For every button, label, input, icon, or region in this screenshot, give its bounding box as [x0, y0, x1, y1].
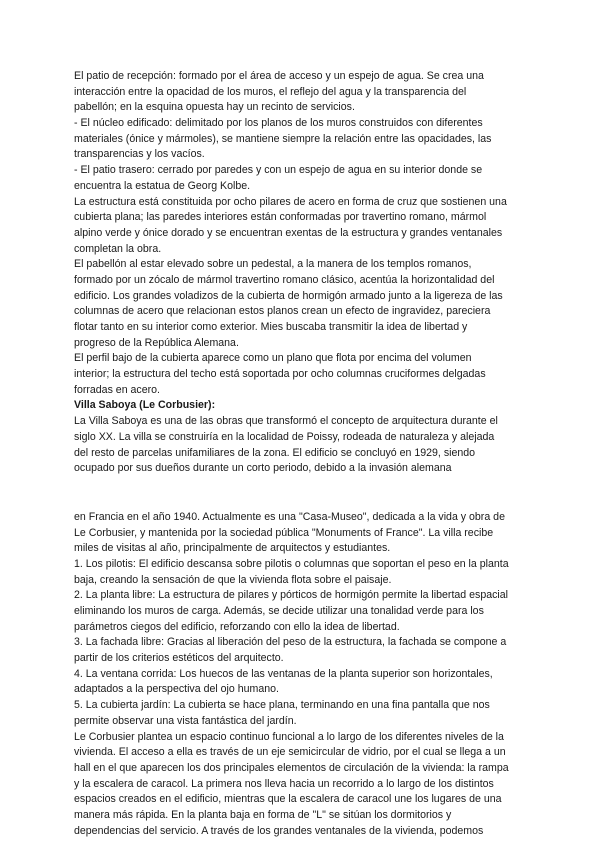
section-heading-villa-saboya: Villa Saboya (Le Corbusier):: [74, 399, 216, 412]
text-line: edificio. Los grandes voladizos de la cubierta de hormigón armado junto a la ligereza de las: [74, 289, 503, 302]
text-line: 1. Los pilotis: El edificio descansa sobre pilotis o columnas que soportan el peso en la planta: [74, 557, 509, 570]
text-line: transparencias y los vacíos.: [74, 148, 205, 161]
text-line: vivienda. El acceso a ella es través de un eje semicircular de vidrio, por el cual se llega a un: [74, 746, 506, 759]
text-line: flotar tanto en su interior como exterior. Mies buscaba transmitir la idea de libertad y: [74, 321, 468, 333]
text-line: 4. La ventana corrida: Los huecos de las ventanas de la planta superior son horizontales,: [74, 667, 493, 680]
text-line: El patio de recepción: formado por el área de acceso y un espejo de agua. Se crea una: [74, 70, 484, 82]
text-line: miles de visitas al año, principalmente de arquitectos y estudiantes.: [74, 542, 391, 555]
paragraph-gap: [74, 477, 530, 510]
text-line: 3. La fachada libre: Gracias al liberación del peso de la estructura, la fachada se compone a: [74, 636, 507, 649]
text-line: El perfil bajo de la cubierta aparece como un plano que flota por encima del volumen: [74, 352, 472, 365]
text-line: 5. La cubierta jardín: La cubierta se hace plana, terminando en una fina pantalla que nos: [74, 699, 490, 712]
text-line: eliminando los muros de carga. Además, se decide utilizar una tonalidad verde para los: [74, 605, 484, 617]
text-line: El pabellón al estar elevado sobre un pedestal, a la manera de los templos romanos,: [74, 258, 472, 271]
text-line: interior; la estructura del techo está soportada por ocho columnas cruciformes delgadas: [74, 368, 486, 381]
text-block-pabellon: [74, 69, 530, 398]
text-line: 2. La planta libre: La estructura de pilares y pórticos de hormigón permite la libertad espacial: [74, 589, 508, 602]
text-line: forradas en acero.: [74, 383, 160, 396]
text-line: del resto de parcelas unifamiliares de la zona. El edificio se concluyó en 1929, siendo: [74, 446, 476, 459]
text-line: Le Corbusier plantea un espacio continuo funcional a lo largo de los diferentes niveles de la: [74, 730, 504, 743]
text-line: Le Corbusier, y mantenida por la sociedad pública "Monuments of France". La villa recibe: [74, 526, 494, 539]
text-line: - El núcleo edificado: delimitado por los planos de los muros construidos con diferentes: [74, 117, 483, 130]
text-line: progreso de la República Alemana.: [74, 336, 239, 349]
text-block-villa-saboya-body: [74, 510, 530, 839]
text-line: materiales (ónice y mármoles), se mantiene siempre la relación entre las opacidades, las: [74, 132, 492, 145]
text-line: alpino verde y ónice dorado y se encuentran exentas de la estructura y grandes ventanales: [74, 226, 503, 239]
text-line: permite observar una vista fantástica del jardín.: [74, 714, 297, 727]
text-line: pabellón; en la esquina opuesta hay un recinto de servicios.: [74, 101, 355, 114]
text-line: manera más rápida. En la planta baja en forma de "L" se sitúan los dormitorios y: [74, 808, 452, 821]
text-line: adaptados a la perspectiva del ojo humano.: [74, 683, 279, 696]
text-line: formado por un zócalo de mármol travertino romano clásico, acentúa la horizontalidad del: [74, 273, 495, 286]
text-line: encuentra la estatua de Georg Kolbe.: [74, 179, 251, 192]
text-line: hall en el que aparecen los dos principales elementos de circulación de la vivienda: la rampa: [74, 761, 509, 774]
text-line: ocupado por sus dueños durante un corto periodo, debido a la invasión alemana: [74, 462, 452, 475]
text-line: La Villa Saboya es una de las obras que transformó el concepto de arquitectura durante el: [74, 415, 498, 428]
text-line: y la escalera de caracol. La primera nos lleva hacia un recorrido a lo largo de los distintos: [74, 777, 494, 790]
text-line: dependencias del servicio. A través de los grandes ventanales de la vivienda, podemos: [74, 824, 484, 837]
text-line: La estructura está constituida por ocho pilares de acero en forma de cruz que sostienen una: [74, 195, 507, 208]
text-line: en Francia en el año 1940. Actualmente es una "Casa-Museo", dedicada a la vida y obra de: [74, 510, 505, 523]
text-line: siglo XX. La villa se construiría en la localidad de Poissy, rodeada de naturaleza y alejada: [74, 430, 495, 443]
text-line: - El patio trasero: cerrado por paredes y con un espejo de agua en su interior donde se: [74, 164, 483, 177]
text-line: cubierta plana; las paredes interiores están conformadas por travertino romano, mármol: [74, 211, 487, 224]
document-page: [74, 69, 530, 839]
text-line: partir de los criterios estéticos del arquitecto.: [74, 652, 284, 665]
text-line: baja, creando la sensación de que la vivienda flota sobre el paisaje.: [74, 573, 392, 586]
text-line: espacios creados en el edificio, mientras que la escalera de caracol une los lugares de una: [74, 793, 502, 806]
text-block-villa-saboya-intro: [74, 414, 530, 477]
text-line: interacción entre la opacidad de los muros, el reflejo del agua y la transparencia del: [74, 85, 467, 98]
text-line: parámetros ciegos del edificio, reforzando con ello la idea de libertad.: [74, 620, 400, 633]
text-line: completan la obra.: [74, 242, 162, 255]
text-line: columnas de acero que relacionan estos planos crean un efecto de ingravidez, pareciera: [74, 305, 491, 318]
